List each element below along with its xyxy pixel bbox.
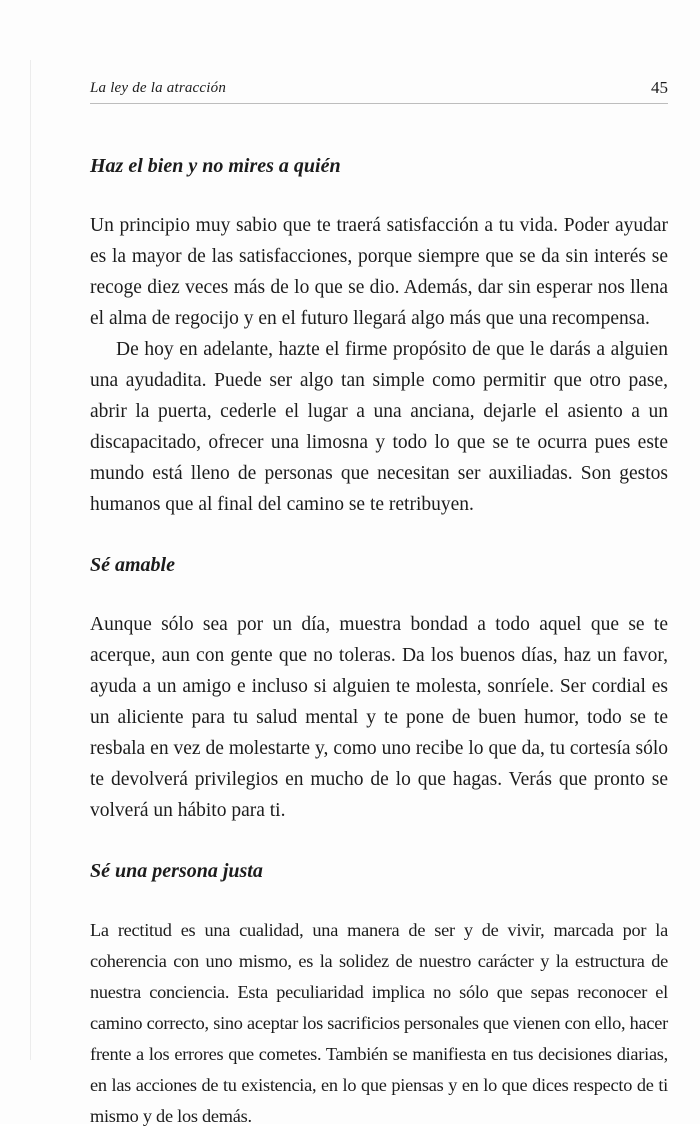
paragraph: De hoy en adelante, hazte el firme propósito de que le darás a alguien una ayudadita. Puede ser algo tan simple como permitir que otro pase, abrir la puerta, cederle el lugar a una anciana, dejarle el asiento a un discapacitado, ofrecer una limosna y todo lo que se te ocurra pues este mundo está lleno de personas que necesitan ser auxiliadas. Son gestos humanos que al final del camino se te retribuyen. — [90, 339, 668, 515]
section-heading-haz-el-bien: Haz el bien y no mires a quién — [90, 155, 341, 177]
section-heading-se-amable: Sé amable — [90, 554, 175, 576]
paragraph: La rectitud es una cualidad, una manera de ser y de vivir, marcada por la coherencia con uno mismo, es la solidez de nuestro carácter y la estructura de nuestra conciencia. Esta peculiaridad implica no sólo que sepas reconocer el camino correcto, sino aceptar los sacrificios personales que vienen con ello, hacer frente a los errores que cometes. También se manifiesta en tus decisiones diarias, en las acciones de tu existencia, en lo que piensas y en lo que dices respecto de ti mismo y de los demás. — [90, 920, 668, 1126]
paragraph: Aunque sólo sea por un día, muestra bondad a todo aquel que se te acerque, aun con gente que no toleras. Da los buenos días, haz un favor, ayuda a un amigo e incluso si alguien te molesta, sonríele. Ser cordial es un aliciente para tu salud mental y te pone de buen humor, todo se te resbala en vez de molestarte y, como uno recibe lo que da, tu cortesía sólo te devolverá privilegios en mucho de lo que hagas. Verás que pronto se volverá un hábito para ti. — [90, 614, 668, 821]
section-heading-se-una-persona-justa: Sé una persona justa — [90, 860, 263, 882]
paragraph: Un principio muy sabio que te traerá satisfacción a tu vida. Poder ayudar es la mayor de las satisfacciones, porque siempre que se da sin interés se recoge diez veces más de lo que se dio. Además, dar sin esperar nos llena el alma de regocijo y en el futuro llegará algo más que una recompensa. — [90, 215, 668, 329]
page-body — [90, 152, 668, 1132]
running-head — [90, 78, 668, 104]
running-title: La ley de la atracción — [90, 80, 227, 96]
page-number: 45 — [651, 78, 668, 97]
header-rule — [90, 103, 668, 104]
gutter-shadow — [30, 60, 31, 1060]
